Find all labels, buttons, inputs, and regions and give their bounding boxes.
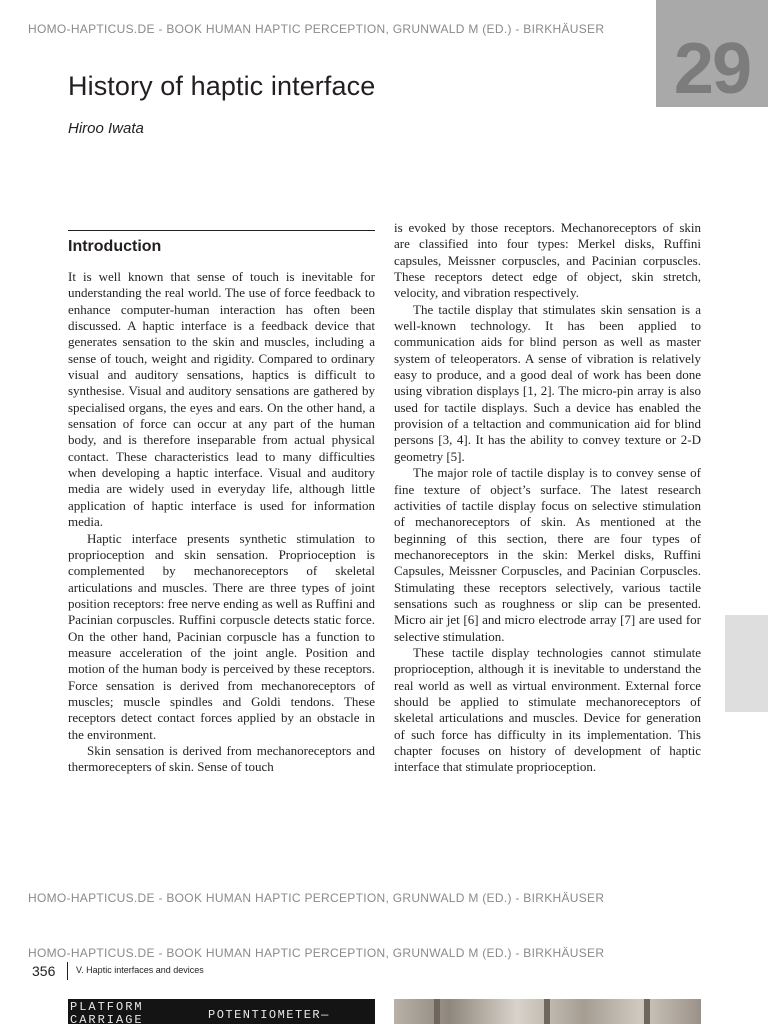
paragraph: Skin sensation is derived from mechanoreceptors and thermorecepters of skin. Sense of touch <box>68 742 375 775</box>
running-header-top: HOMO-HAPTICUS.DE - BOOK HUMAN HAPTIC PERCEPTION, GRUNWALD M (ED.) - BIRKHÄUSER <box>28 22 605 36</box>
chapter-number-box <box>656 0 768 107</box>
section-side-tab <box>725 615 768 712</box>
chapter-title: History of haptic interface <box>68 71 376 101</box>
photo-detail <box>544 999 550 1024</box>
section-heading: Introduction <box>68 238 162 255</box>
photo-detail <box>644 999 650 1024</box>
running-header-next-page: HOMO-HAPTICUS.DE - BOOK HUMAN HAPTIC PERCEPTION, GRUNWALD M (ED.) - BIRKHÄUSER <box>28 946 605 960</box>
page-number-divider <box>67 962 68 980</box>
chapter-number: 29 <box>673 29 750 109</box>
paragraph: The tactile display that stimulates skin sensation is a well-known technology. It has been applied to communication aids for blind person as well as master system of teleoperators. A sense of vibration is relatively easy to produce, and a good deal of work has been done using vibration displays [1, 2]. The micro-pin array is also used for tactile displays. Such a device has enabled the provision of a teltaction and communication aid for blind persons [3, 4]. It has the ability to convey texture or 2-D geometry [5]. <box>394 301 701 464</box>
paragraph: These tactile display technologies cannot stimulate proprioception, although it is inevitable to understand the real world as well as virtual environment. External force should be applied to stimulate mechanoreceptors of skeletal articulations and muscles. Device for generation of such force has difficulty in its implementation. This chapter focuses on history of development of haptic interface that stimulate proprioception. <box>394 644 701 775</box>
section-rule <box>68 230 375 231</box>
figure-photo-right <box>394 999 701 1024</box>
paragraph: It is well known that sense of touch is inevitable for understanding the real world. The use of force feedback to enhance computer-human interaction has often been discussed. A haptic interface is a feedback device that generates sensation to the skin and muscles, including a sense of touch, weight and rigidity. Compared to ordinary visual and auditory sensations, haptics is difficult to synthesise. Visual and auditory sensations are gathered by specialised organs, the eyes and ears. On the other hand, a sensation of force can occur at any part of the human body, and is therefore inseparable from actual physical contact. These characteristics lead to many difficulties when developing a haptic interface. Visual and auditory media are widely used in everyday life, although little application of haptic interface is used for information media. <box>68 269 375 530</box>
figure-label: POTENTIOMETER— <box>208 1008 330 1022</box>
paragraph: is evoked by those receptors. Mechanoreceptors of skin are classified into four types: Merkel disks, Ruffini capsules, Meissner corpuscles, and Pacinian corpuscles. These receptors detect edge of object, skin stretch, velocity, and vibration respectively. <box>394 220 701 301</box>
photo-detail <box>434 999 440 1024</box>
figure-photo-left <box>68 999 375 1024</box>
part-label: V. Haptic interfaces and devices <box>76 965 204 975</box>
author-name: Hiroo Iwata <box>68 120 144 137</box>
figure-label: PLATFORM <box>70 1000 144 1014</box>
text-column-right <box>394 220 701 776</box>
paragraph: Haptic interface presents synthetic stimulation to proprioception and skin sensation. Proprioception is complemented by mechanoreceptors of skeletal articulations and muscles. There are three types of joint position receptors: free nerve ending as well as Ruffini and Pacinian corpuscles. Ruffini corpuscle detects static force. On the other hand, Pacinian corpuscle has a function to measure acceleration of the joint angle. Position and motion of the human body is perceived by these receptors. Force sensation is derived from mechanoreceptors of muscles; muscle spindles and Goldi tendons. These receptors detect contact forces applied by an obstacle in the environment. <box>68 530 375 742</box>
figure-label: CARRIAGE <box>70 1013 144 1024</box>
text-column-left <box>68 269 375 776</box>
paragraph: The major role of tactile display is to convey sense of fine texture of object’s surface. The latest research activities of tactile display focus on selective stimulation of mechanoreceptors of skin. As mentioned at the beginning of this section, there are four types of mechanoreceptors in the skin: Merkel disks, Ruffini Capsules, Meissner Corpuscles, and Pacinian Corpuscles. Stimulating these receptors selectively, various tactile sensations such as roughness or slip can be presented. Micro air jet [6] and micro electrode array [7] are used for selective stimulation. <box>394 465 701 644</box>
page-number: 356 <box>32 963 56 979</box>
running-header-bottom: HOMO-HAPTICUS.DE - BOOK HUMAN HAPTIC PERCEPTION, GRUNWALD M (ED.) - BIRKHÄUSER <box>28 891 605 905</box>
